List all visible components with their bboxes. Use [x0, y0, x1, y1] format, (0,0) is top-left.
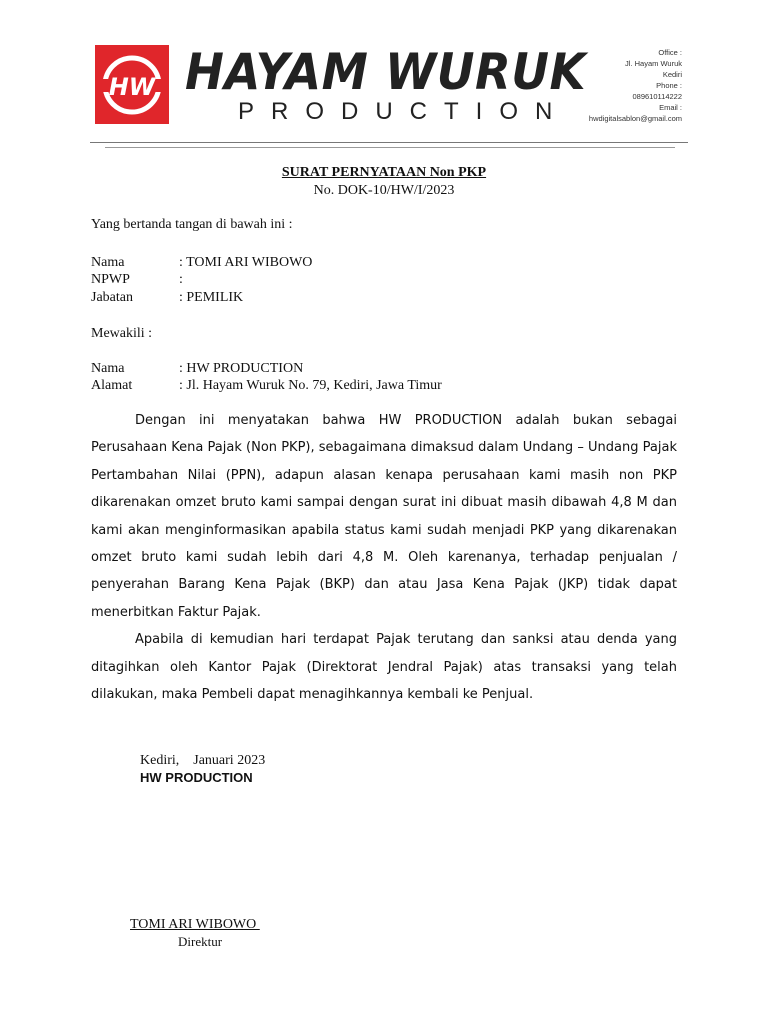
signer-npwp-label: NPWP: [91, 272, 130, 287]
document-title: SURAT PERNYATAAN Non PKP: [281, 165, 487, 180]
company-address-label: Alamat: [91, 378, 133, 393]
signer-position-value: : PEMILIK: [179, 290, 244, 305]
signer-name-label: Nama: [91, 255, 125, 270]
contact-line: hwdigitalsablon@gmail.com: [588, 114, 682, 123]
document-number: No. DOK-10/HW/I/2023: [313, 183, 455, 198]
company-logo: [95, 45, 169, 124]
statement-body: [91, 407, 677, 708]
intro-text: Yang bertanda tangan di bawah ini :: [91, 217, 293, 232]
header-divider-secondary: [105, 147, 675, 148]
header-divider: [90, 142, 688, 143]
hw-logo-icon: [95, 45, 169, 124]
statement-paragraph: Apabila di kemudian hari terdapat Pajak terutang dan sanksi atau denda yang ditagihkan oleh Kantor Pajak (Direktorat Jendral Pajak) atas transaksi yang telah dilakukan, maka Pembeli dapat menagihkannya kembali ke Penjual.: [91, 632, 677, 703]
signer-role: Direktur: [178, 934, 223, 949]
contact-line: Kediri: [662, 70, 682, 79]
contact-line: Office :: [658, 48, 682, 57]
company-name: HAYAM WURUK: [185, 43, 587, 101]
company-name-label: Nama: [91, 361, 125, 376]
company-subtitle: PRODUCTION: [238, 98, 570, 125]
represent-text: Mewakili :: [91, 326, 153, 341]
signer-signature-name: TOMI ARI WIBOWO: [130, 917, 260, 932]
signer-position-label: Jabatan: [91, 290, 133, 305]
contact-line: Email :: [659, 103, 682, 112]
signer-name-value: : TOMI ARI WIBOWO: [179, 255, 313, 270]
signer-npwp-value: :: [179, 272, 183, 287]
logo-mark-text: HW: [108, 73, 156, 101]
statement-paragraph: Dengan ini menyatakan bahwa HW PRODUCTION adalah bukan sebagai Perusahaan Kena Pajak (Non PKP), sebagaimana dimaksud dalam Undang – Undang Pajak Pertambahan Nilai (PPN), adapun alasan kenapa perusahaan kami masih non PKP dikarenakan omzet bruto kami sampai dengan surat ini dibuat masih dibawah 4,8 M dan kami akan menginformasikan apabila status kami sudah menjadi PKP yang dikarenakan omzet bruto kami sudah lebih dari 4,8 M. Oleh karenanya, terhadap penjualan / penyerahan Barang Kena Pajak (BKP) dan atau Jasa Kena Pajak (JKP) tidak dapat menerbitkan Faktur Pajak.: [91, 413, 677, 620]
closing-company: HW PRODUCTION: [140, 770, 253, 785]
contact-line: Jl. Hayam Wuruk: [625, 59, 682, 68]
contact-line: Phone :: [656, 81, 682, 90]
contact-block: [532, 47, 682, 124]
company-name-value: : HW PRODUCTION: [179, 361, 304, 376]
company-address-value: : Jl. Hayam Wuruk No. 79, Kediri, Jawa Timur: [179, 378, 442, 393]
place-date: Kediri, Januari 2023: [140, 753, 266, 768]
contact-line: 089610114222: [632, 92, 682, 101]
